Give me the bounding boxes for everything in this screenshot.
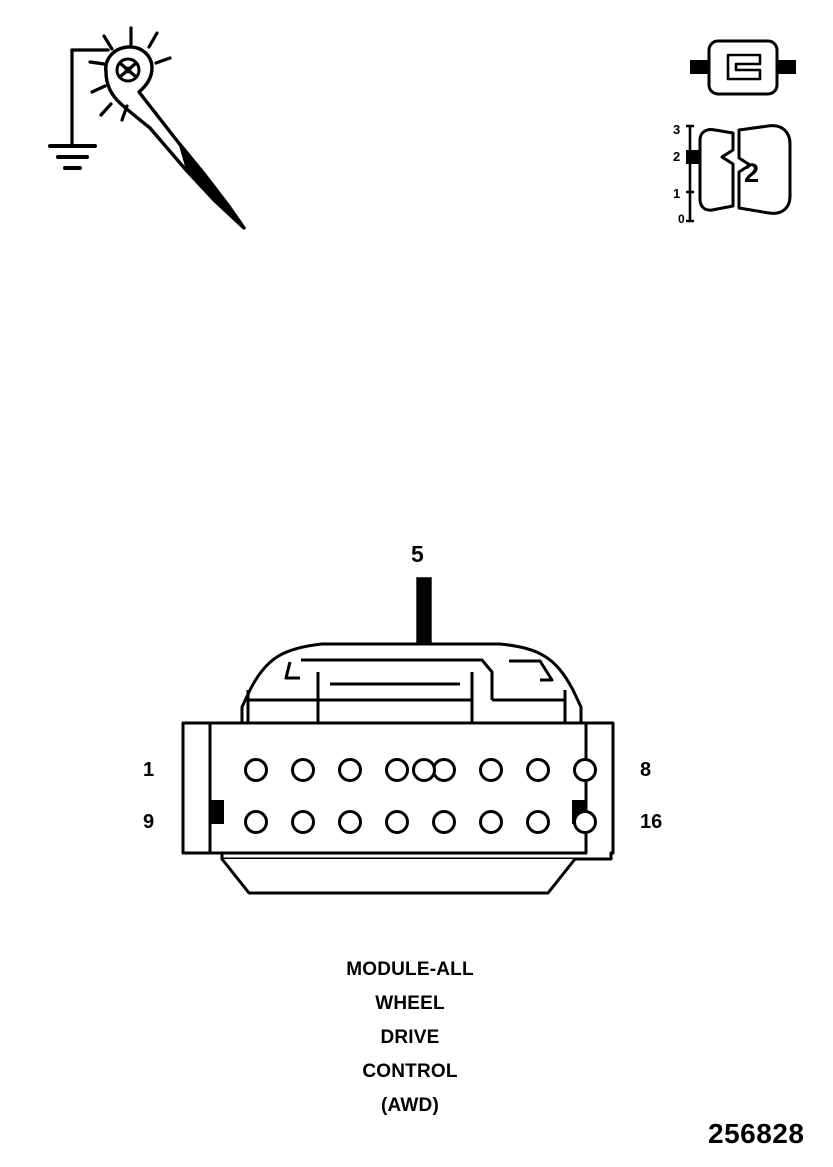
caption-line-2: WHEEL: [375, 993, 445, 1014]
caption-line-4: CONTROL: [362, 1061, 458, 1082]
pin-label-top-left: 1: [143, 759, 155, 781]
caption-line-3: DRIVE: [380, 1027, 440, 1048]
pin-label-top-right: 8: [640, 759, 652, 781]
scale-mark-0: 0: [678, 212, 685, 226]
part-number-label: 256828: [708, 1118, 805, 1149]
caption-line-5: (AWD): [381, 1095, 439, 1116]
connector-code-label: 2: [744, 158, 760, 188]
connector-inline-icon: [690, 41, 796, 94]
callout-number: 5: [411, 541, 424, 567]
scale-mark-3: 3: [673, 122, 681, 137]
connector-keyed-icon: [686, 126, 790, 222]
scale-mark-2: 2: [673, 149, 681, 164]
component-caption: [230, 953, 590, 1123]
pin-label-bottom-right: 16: [640, 811, 663, 833]
caption-line-1: MODULE-ALL: [346, 959, 474, 980]
pin-cavity-5: [414, 760, 435, 781]
test-probe-ground-icon: [50, 28, 244, 228]
pin-label-bottom-left: 9: [143, 811, 155, 833]
scale-mark-1: 1: [673, 186, 681, 201]
